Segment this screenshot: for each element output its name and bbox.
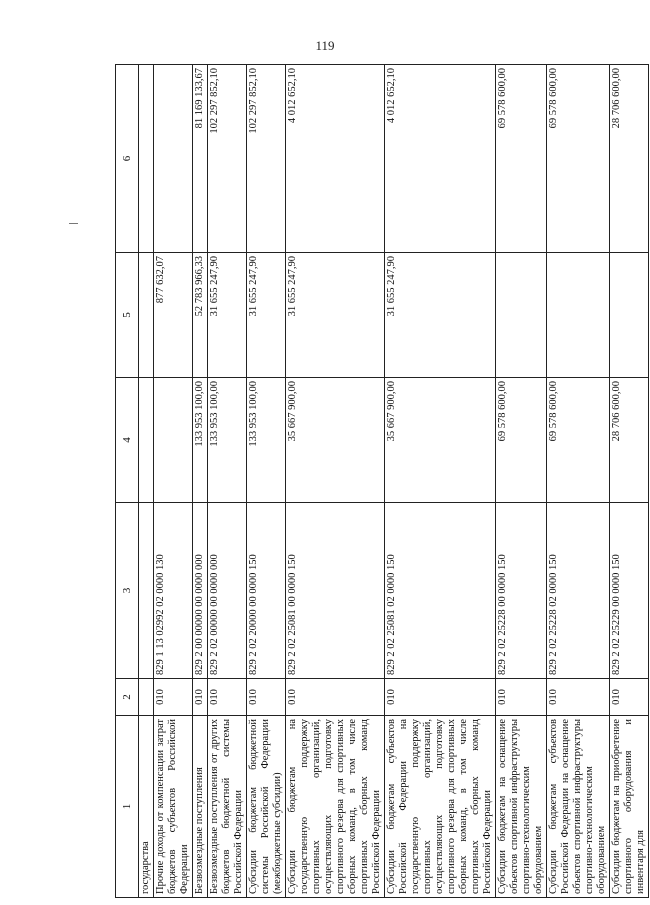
row-col5 bbox=[547, 253, 610, 378]
row-col5 bbox=[139, 253, 154, 378]
table-row bbox=[193, 65, 208, 898]
row-kbk: 829 2 02 25228 02 0000 150 bbox=[547, 503, 610, 679]
row-col4 bbox=[154, 378, 193, 503]
row-kbk: 829 2 00 00000 00 0000 000 bbox=[193, 503, 208, 679]
row-col5 bbox=[610, 253, 649, 378]
row-kbk: 829 2 02 00000 00 0000 000 bbox=[208, 503, 247, 679]
row-col6: 81 169 133,67 bbox=[193, 65, 208, 253]
table-row bbox=[208, 65, 247, 898]
row-col6: 4 012 652,10 bbox=[286, 65, 385, 253]
table-row bbox=[385, 65, 496, 898]
row-kbk: 829 2 02 25229 00 0000 150 bbox=[610, 503, 649, 679]
page-number: 119 bbox=[315, 38, 335, 53]
row-kbk: 829 2 02 25228 00 0000 150 bbox=[496, 503, 547, 679]
header-col-5: 5 bbox=[116, 253, 139, 378]
row-col5: 52 783 966,33 bbox=[193, 253, 208, 378]
header-col-6: 6 bbox=[116, 65, 139, 253]
row-col5: 31 655 247,90 bbox=[208, 253, 247, 378]
scan-mark bbox=[69, 223, 78, 224]
header-col-3: 3 bbox=[116, 503, 139, 679]
table-header-row bbox=[116, 65, 139, 898]
table-row bbox=[610, 65, 649, 898]
row-col5 bbox=[496, 253, 547, 378]
row-name: Субсидии бюджетам субъектов Российской Федерации на оснащение объектов спортивной инфраструктуры спортивно-технологическим оборудованием bbox=[547, 716, 610, 898]
row-code: 010 bbox=[208, 679, 247, 716]
row-col4 bbox=[139, 378, 154, 503]
row-kbk: 829 2 02 20000 00 0000 150 bbox=[247, 503, 286, 679]
row-code: 010 bbox=[385, 679, 496, 716]
row-name: Безвозмездные поступления от других бюджетов бюджетной системы Российской Федерации bbox=[208, 716, 247, 898]
table-row bbox=[247, 65, 286, 898]
table-row bbox=[547, 65, 610, 898]
row-code: 010 bbox=[286, 679, 385, 716]
row-col6: 4 012 652,10 bbox=[385, 65, 496, 253]
header-col-4: 4 bbox=[116, 378, 139, 503]
rotated-table-container bbox=[115, 65, 646, 898]
row-col6: 69 578 600,00 bbox=[547, 65, 610, 253]
row-kbk: 829 2 02 25081 02 0000 150 bbox=[385, 503, 496, 679]
row-name: государства bbox=[139, 716, 154, 898]
row-col6 bbox=[154, 65, 193, 253]
row-code: 010 bbox=[496, 679, 547, 716]
row-col4: 69 578 600,00 bbox=[496, 378, 547, 503]
row-name: Прочие доходы от компенсации затрат бюджетов субъектов Российской Федерации bbox=[154, 716, 193, 898]
row-col6: 69 578 600,00 bbox=[496, 65, 547, 253]
header-col-2: 2 bbox=[116, 679, 139, 716]
row-col5: 31 655 247,90 bbox=[286, 253, 385, 378]
row-col6: 102 297 852,10 bbox=[247, 65, 286, 253]
row-kbk: 829 1 13 02992 02 0000 130 bbox=[154, 503, 193, 679]
row-code: 010 bbox=[547, 679, 610, 716]
row-col6: 28 706 600,00 bbox=[610, 65, 649, 253]
row-code: 010 bbox=[154, 679, 193, 716]
row-col4: 35 667 900,00 bbox=[286, 378, 385, 503]
row-name: Субсидии бюджетам бюджетной системы Российской Федерации (межбюджетные субсидии) bbox=[247, 716, 286, 898]
row-col4: 69 578 600,00 bbox=[547, 378, 610, 503]
table-row bbox=[139, 65, 154, 898]
row-name: Субсидии бюджетам на приобретение спортивного оборудования и инвентаря для bbox=[610, 716, 649, 898]
row-code: 010 bbox=[193, 679, 208, 716]
header-col-1: 1 bbox=[116, 716, 139, 898]
revenue-table bbox=[115, 64, 649, 898]
row-code: 010 bbox=[610, 679, 649, 716]
report-table-frame bbox=[115, 65, 646, 898]
row-kbk bbox=[139, 503, 154, 679]
row-col5: 31 655 247,90 bbox=[385, 253, 496, 378]
row-col4: 133 953 100,00 bbox=[247, 378, 286, 503]
row-name: Субсидии бюджетам субъектов Российской Федерации на государственную поддержку спортивных организаций, осуществляющих подготовку спортивного резерва для спортивных сборных команд, в том числе спортивных сборных команд Российской Федерации bbox=[385, 716, 496, 898]
row-col4: 35 667 900,00 bbox=[385, 378, 496, 503]
table-row bbox=[496, 65, 547, 898]
row-code: 010 bbox=[247, 679, 286, 716]
row-col5: 877 632,07 bbox=[154, 253, 193, 378]
row-code bbox=[139, 679, 154, 716]
row-col4: 28 706 600,00 bbox=[610, 378, 649, 503]
row-name: Безвозмездные поступления bbox=[193, 716, 208, 898]
row-col4: 133 953 100,00 bbox=[208, 378, 247, 503]
table-row bbox=[286, 65, 385, 898]
row-col5: 31 655 247,90 bbox=[247, 253, 286, 378]
row-name: Субсидии бюджетам на государственную поддержку спортивных организаций, осуществляющих подготовку спортивного резерва для спортивных сборных команд, в том числе спортивных сборных команд Российской Федерации bbox=[286, 716, 385, 898]
row-kbk: 829 2 02 25081 00 0000 150 bbox=[286, 503, 385, 679]
row-col4: 133 953 100,00 bbox=[193, 378, 208, 503]
row-col6: 102 297 852,10 bbox=[208, 65, 247, 253]
row-col6 bbox=[139, 65, 154, 253]
row-name: Субсидии бюджетам на оснащение объектов спортивной инфраструктуры спортивно-технологическим оборудованием bbox=[496, 716, 547, 898]
table-row bbox=[154, 65, 193, 898]
